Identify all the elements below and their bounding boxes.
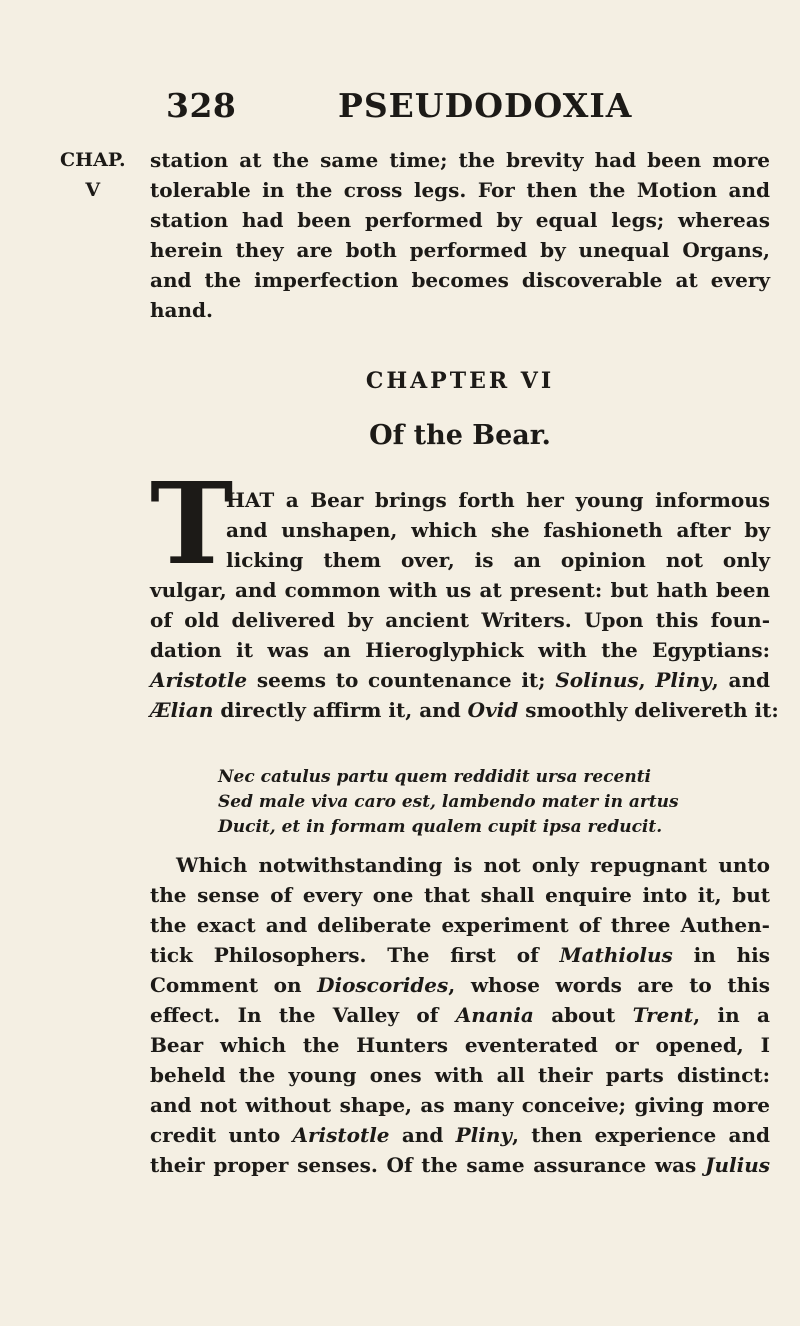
margin-chap-numeral: V (85, 179, 101, 201)
author-name: Aristotle (150, 668, 248, 692)
text-line: Aristotle seems to countenance it; Solinus, Pliny, and (150, 668, 770, 692)
author-name: Pliny (455, 1123, 512, 1147)
text-line: dation it was an Hieroglyphick with the Egyptians: (150, 638, 770, 662)
text-line: Which notwithstanding is not only repugnant unto (176, 853, 770, 877)
author-name: Aristotle (292, 1123, 390, 1147)
paragraph-1 (150, 145, 770, 325)
text-line: the sense of every one that shall enquire into it, but (150, 883, 770, 907)
text-line: of old delivered by ancient Writers. Upon this foun- (150, 608, 770, 632)
author-name: Julius (705, 1153, 770, 1177)
text-line: the exact and deliberate experiment of three Authen- (150, 913, 770, 937)
author-name: Ælian (150, 698, 214, 722)
place-name: Anania (455, 1003, 534, 1027)
paragraph-3 (150, 850, 770, 1180)
text-line: beheld the young ones with all their parts distinct: (150, 1063, 770, 1087)
text-line: hand. (150, 298, 213, 322)
author-name: Ovid (467, 698, 519, 722)
verse-line: Ducit, et in formam qualem cupit ipsa reducit. (218, 817, 663, 837)
text-line: station had been performed by equal legs; whereas (150, 208, 770, 232)
text-line: and unshapen, which she fashioneth after by (226, 518, 770, 542)
author-name: Dioscorides (317, 973, 449, 997)
chapter-title: Of the Bear. (369, 420, 551, 451)
margin-chap-label: CHAP. (60, 149, 126, 171)
text-line: herein they are both performed by unequal Organs, (150, 238, 770, 262)
place-name: Trent (632, 1003, 694, 1027)
text-line: and not without shape, as many conceive; giving more (150, 1093, 770, 1117)
text-line: Ælian directly affirm it, and Ovid smoothly delivereth it: (150, 698, 779, 722)
author-name: Pliny (655, 668, 712, 692)
verse-line: Nec catulus partu quem reddidit ursa recenti (218, 767, 652, 787)
text-line: tick Philosophers. The first of Mathiolus in his (150, 943, 770, 967)
text-line: station at the same time; the brevity had been more (150, 148, 770, 172)
author-name: Mathiolus (559, 943, 673, 967)
text-line: Bear which the Hunters eventerated or opened, I (150, 1033, 770, 1057)
text-line: and the imperfection becomes discoverable at every (150, 268, 770, 292)
author-name: Solinus (555, 668, 639, 692)
paragraph-2 (150, 485, 779, 725)
text-line: vulgar, and common with us at present: but hath been (150, 578, 770, 602)
verse-line: Sed male viva caro est, lambendo mater in artus (218, 792, 679, 812)
chapter-heading: CHAPTER VI (365, 368, 555, 394)
text-line: Comment on Dioscorides, whose words are to this (150, 973, 770, 997)
text-line: HAT a Bear brings forth her young informous (226, 488, 770, 512)
text-line: licking them over, is an opinion not only (226, 548, 770, 572)
text-line: their proper senses. Of the same assurance was Julius (150, 1153, 770, 1177)
running-title: PSEUDODOXIA (338, 86, 633, 125)
drop-cap: T (150, 459, 234, 590)
latin-quotation (218, 765, 738, 840)
text-line: effect. In the Valley of Anania about Trent, in a (150, 1003, 770, 1027)
page-number: 328 (166, 86, 237, 125)
text-line: tolerable in the cross legs. For then the Motion and (150, 178, 770, 202)
text-line: credit unto Aristotle and Pliny, then experience and (150, 1123, 770, 1147)
margin-chapter-note (60, 145, 126, 205)
